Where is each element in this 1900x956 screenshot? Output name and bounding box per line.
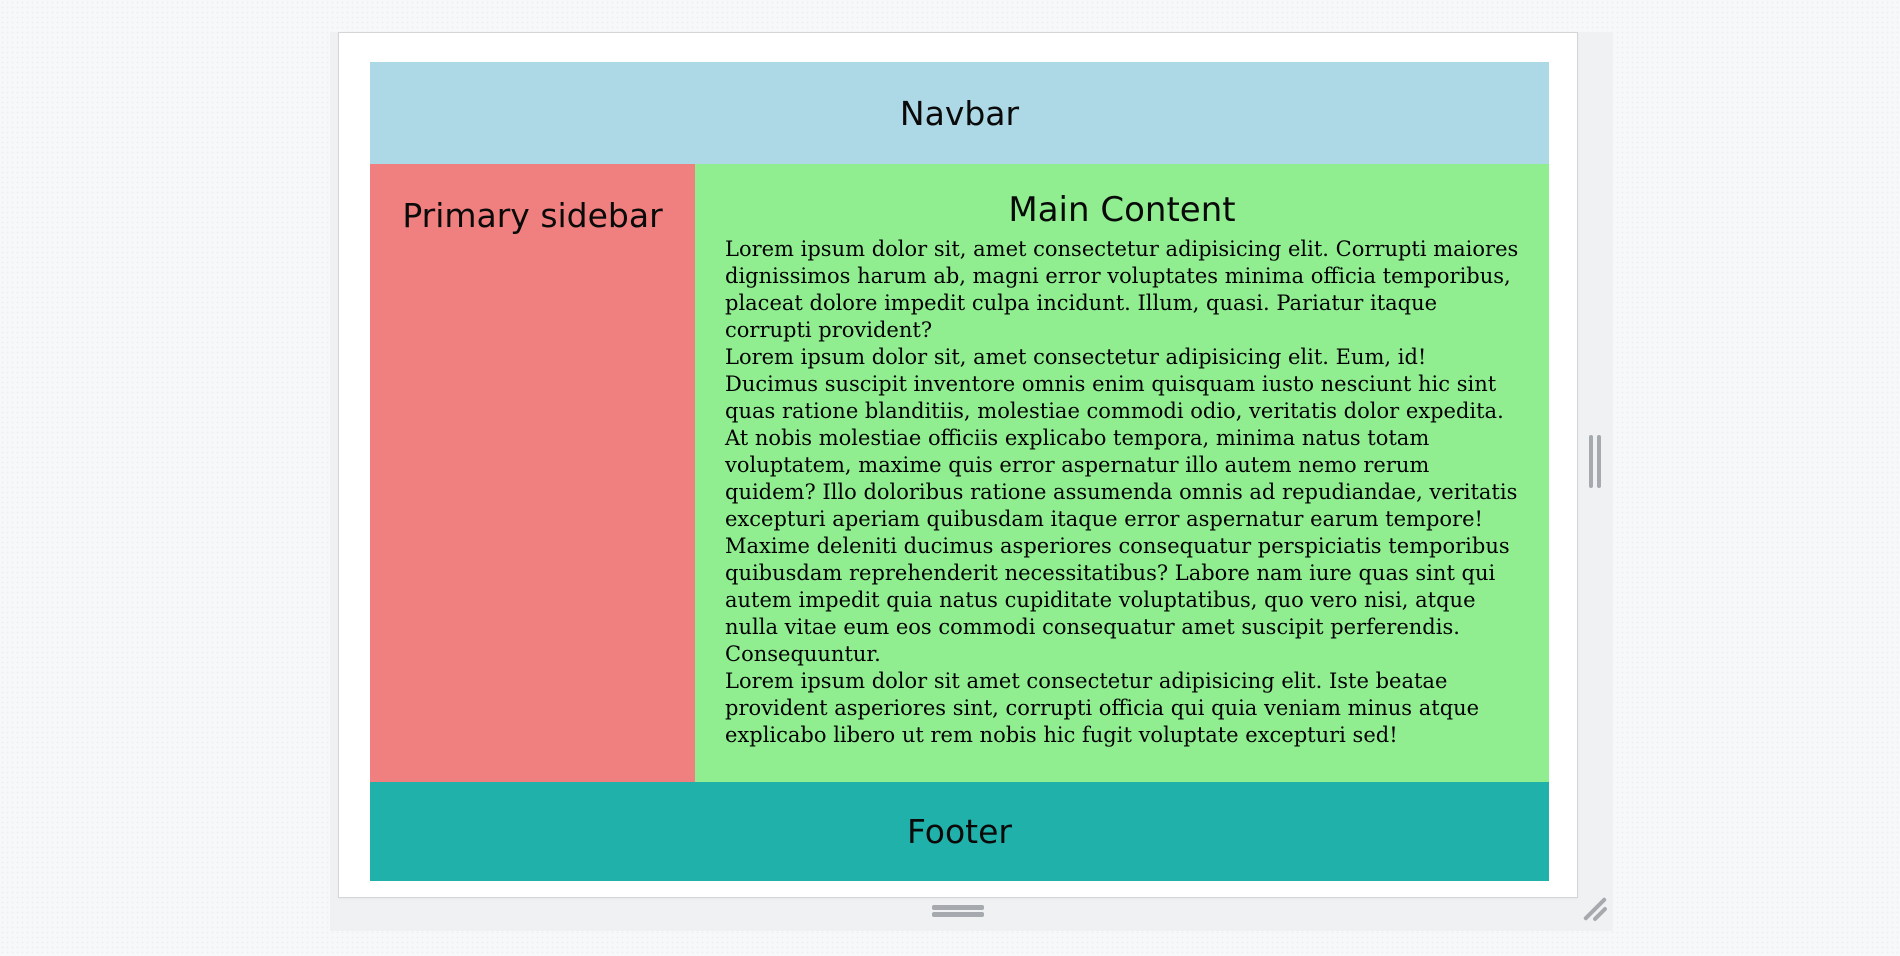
primary-sidebar — [370, 164, 695, 782]
lorem-paragraph: Lorem ipsum dolor sit amet consectetur adipisicing elit. Iste beatae provident asperiores sint, corrupti officia qui quia veniam minus atque explicabo libero ut rem nobis hic fugit voluptate excepturi sed! — [725, 669, 1480, 747]
sidebar-title: Primary sidebar — [402, 196, 663, 235]
content-row — [370, 164, 1549, 782]
lorem-paragraph: Lorem ipsum dolor sit, amet consectetur adipisicing elit. Eum, id! Ducimus suscipit inventore omnis enim quisquam iusto nesciunt hic sint quas ratione blanditiis, molestiae commodi odio, veritatis dolor expedita. At nobis molestiae officiis explicabo tempora, minima natus totam voluptatem, maxime quis error aspernatur illo autem nemo rerum quidem? Illo doloribus ratione assumenda omnis ad repudiandae, veritatis excepturi aperiam quibusdam itaque error aspernatur earum tempore! Maxime deleniti ducimus asperiores consequatur perspiciatis temporibus quibusdam reprehenderit necessitatibus? Labore nam iure quas sint qui autem impedit quia natus cupiditate voluptatibus, quo vero nisi, atque nulla vitae eum eos commodi consequatur amet suscipit perferendis. Consequuntur. — [725, 345, 1518, 666]
navbar-title: Navbar — [899, 93, 1020, 133]
footer-title: Footer — [907, 812, 1012, 851]
resize-handle-right-grip-icon[interactable] — [1589, 435, 1601, 488]
navbar — [370, 62, 1549, 164]
footer — [370, 782, 1549, 881]
grip-bar — [932, 905, 984, 910]
grip-bar — [1589, 435, 1593, 488]
resize-handle-bottom-grip-icon[interactable] — [932, 905, 984, 917]
resize-handle-corner-grip-icon[interactable] — [1580, 894, 1614, 928]
main-content — [695, 164, 1549, 782]
lorem-paragraph: Lorem ipsum dolor sit, amet consectetur adipisicing elit. Corrupti maiores dignissimos harum ab, magni error voluptates minima officia temporibus, placeat dolore impedit culpa incidunt. Illum, quasi. Pariatur itaque corrupti provident? — [725, 237, 1519, 342]
grip-bar — [932, 912, 984, 917]
main-content-heading: Main Content — [1008, 190, 1236, 230]
grip-bar — [1597, 435, 1601, 488]
preview-window — [338, 32, 1578, 898]
